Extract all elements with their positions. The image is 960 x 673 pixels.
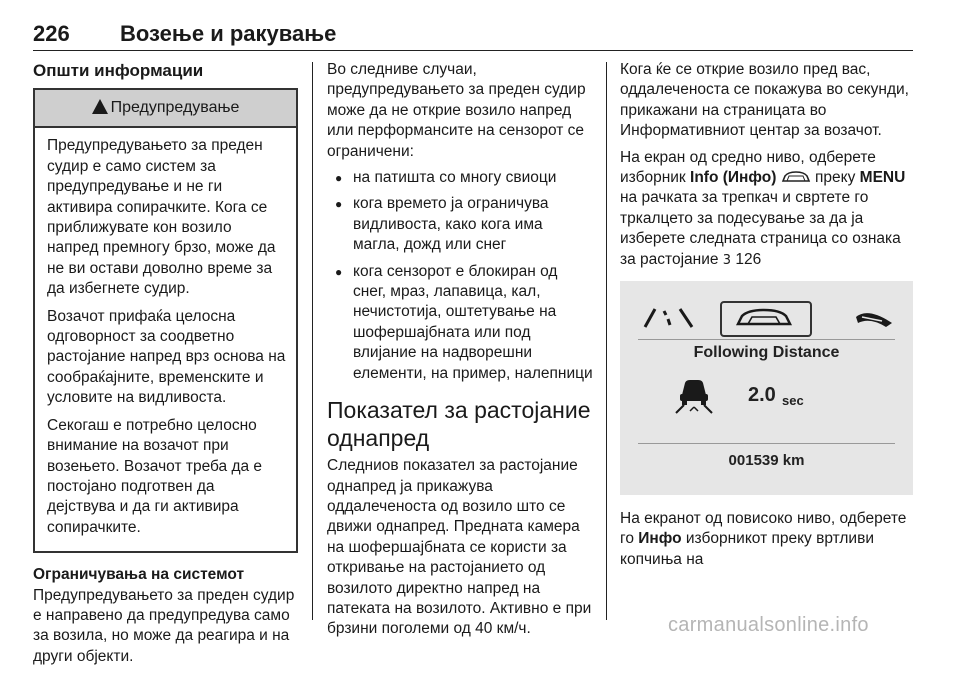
detection-paragraph: Кога ќе се открие возило пред вас, оддалеченоста се покажува во секунди, прикажани на страницата во Информативниот центар за возачот. <box>620 61 909 140</box>
text-run: На екран од средно ниво, одберете изборник <box>620 148 876 187</box>
list-item: ● кога времето ја ограничува видливоста, како кога има магла, дожд или снег <box>327 194 593 255</box>
warning-header <box>35 90 296 128</box>
warning-paragraph: Предупредувањето за преден судир е само систем за предупредување и не ги активира сопирачките. Кога се приближувате кон возило напред премногу брзо, може да не ви остави доволно време за да избегнете судир. <box>47 137 276 298</box>
conditions-intro: Во следниве случаи, предупредувањето за преден судир може да не открие возило напред или перформансите на сензорот се ограничени: <box>327 61 586 160</box>
text-run: изборникот преку вртливи копчиња на <box>620 530 874 568</box>
distance-indicator-title: Показател за растојание однапред <box>327 397 591 452</box>
distance-indicator-body: Следниов показател за растојание однапред ја прикажува оддалеченоста од возило што се движи однапред. Предната камера на шофершајбната се користи за откривање на растојанието од возилото директно напред на патеката на возилото. Активно е при брзини поголеми од 40 км/ч. <box>327 457 592 638</box>
warning-paragraph: Секогаш е потребно целосно внимание на возачот при возењето. Возачот треба да е постојано подготвен да дејствува и да ги активира сопирачките. <box>47 416 263 536</box>
section-title: Општи информации <box>33 61 204 80</box>
page-reference[interactable]: 126 <box>731 250 762 268</box>
column-divider-2 <box>606 62 607 620</box>
instrument-display-image <box>620 281 913 495</box>
lane-icon <box>642 307 702 329</box>
traffic-sign-icon <box>852 309 896 329</box>
display-separator <box>638 339 895 340</box>
conditions-list <box>327 168 593 384</box>
list-item: ● кога сензорот е блокиран од снег, мраз, лапавица, кал, нечистотија, оштетување на шофершајбната или под влијание на надворешни елементи, на пример, налепници <box>327 262 593 384</box>
info-menu-label: Инфо <box>638 530 682 548</box>
high-level-paragraph <box>620 509 913 570</box>
watermark: carmanualsonline.info <box>668 614 869 636</box>
car-icon <box>734 307 794 329</box>
column-divider-1 <box>312 62 313 620</box>
distance-unit: sec <box>782 393 804 409</box>
header-rule <box>33 50 913 51</box>
text-run: преку <box>810 169 860 187</box>
following-distance-car-icon <box>674 377 714 415</box>
car-icon <box>781 170 811 184</box>
page-header <box>0 0 960 52</box>
warning-title: Предупредување <box>110 99 240 116</box>
display-title: Following Distance <box>693 344 840 362</box>
warning-triangle-icon <box>92 99 108 114</box>
limits-text: Предупредувањето за преден судир е направено да предупредува само за возила, но може да реагира и на други објекти. <box>33 586 295 665</box>
warning-box <box>33 88 298 553</box>
odometer-reading: 001539 km <box>728 452 805 470</box>
page-reference-arrow: 3 <box>722 252 732 268</box>
display-separator <box>638 443 895 444</box>
column-1 <box>33 60 298 673</box>
chapter-title: Возење и ракување <box>120 21 337 46</box>
text-run: на рачката за трепкач и свртете го тркалцето за подесување за да ја изберете следната страница со ознака за растојание <box>620 189 901 268</box>
column-3 <box>620 60 913 576</box>
menu-button-label: MENU <box>859 169 906 187</box>
warning-body <box>35 128 296 551</box>
mid-level-paragraph <box>620 148 913 271</box>
info-menu-label: Info (Инфо) <box>690 169 777 187</box>
page-number: 226 <box>33 21 70 46</box>
warning-paragraph: Возачот прифаќа целосна одговорност за соодветно растојание напред врз основа на сообраќајните, временските и условите на видливоста. <box>47 307 286 407</box>
column-2 <box>327 60 593 646</box>
distance-value: 2.0 <box>748 384 776 407</box>
limits-heading: Ограничувања на системот <box>33 566 245 584</box>
text-run: На екранот од повисоко ниво, одберете го <box>620 510 907 548</box>
list-item: ● на патишта со многу свиоци <box>327 168 593 188</box>
